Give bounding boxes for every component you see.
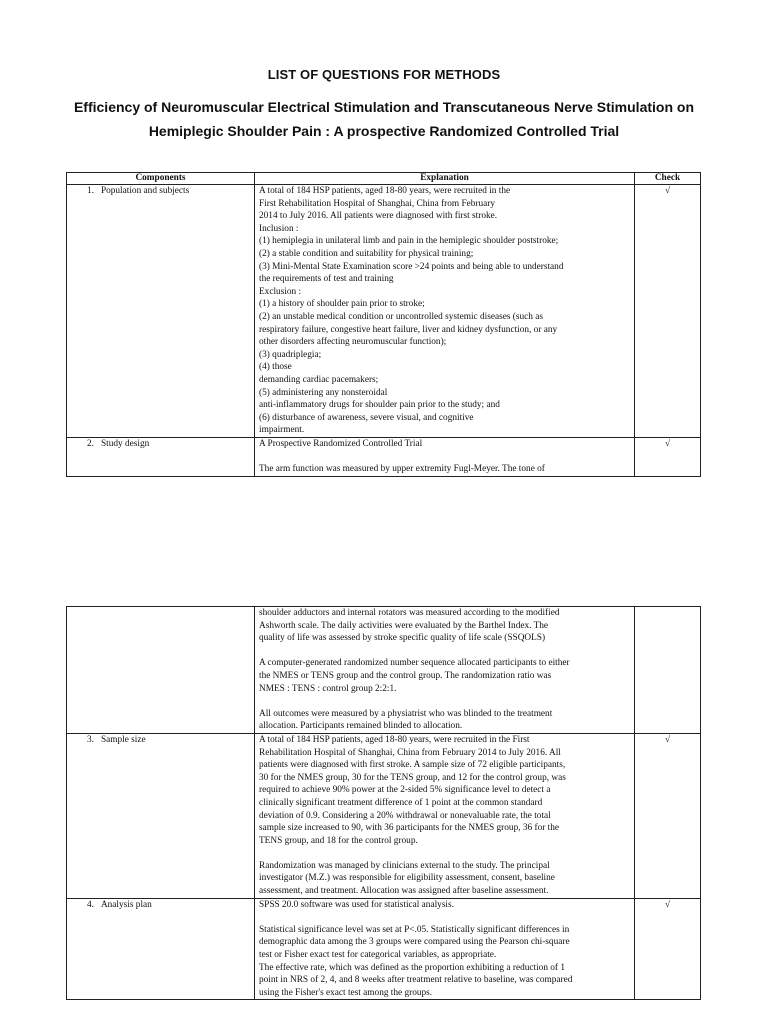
explanation-line: sample size increased to 90, with 36 participants for the NMES group, 36 for the	[259, 823, 560, 834]
explanation-line: patients were diagnosed with first stroke. A sample size of 72 eligible participants,	[259, 760, 566, 771]
explanation-line: clinically significant treatment difference of 1 point at the common standard	[259, 797, 543, 808]
paragraph-gap	[259, 847, 630, 860]
explanation-line: test or Fisher exact test for categorical variables, as appropriate.	[259, 950, 497, 961]
table-row	[67, 185, 701, 438]
explanation-line: shoulder adductors and internal rotators was measured according to the modified	[259, 608, 560, 618]
header-components: Components	[67, 173, 255, 185]
component-cell: 2. Study design	[67, 437, 255, 476]
header-check: Check	[635, 173, 701, 185]
study-title-line-2: Hemiplegic Shoulder Pain : A prospective Randomized Controlled Trial	[148, 123, 620, 139]
explanation-line: deviation of 0.9. Considering a 20% withdrawal or nonevaluable rate, the total	[259, 810, 551, 821]
page-title: LIST OF QUESTIONS FOR METHODS	[267, 67, 501, 82]
explanation-line: SPSS 20.0 software was used for statistical analysis.	[259, 899, 454, 910]
check-mark: √	[635, 185, 701, 438]
check-mark: √	[635, 733, 701, 898]
explanation-line: TENS group, and 18 for the control group.	[259, 835, 418, 846]
explanation-line: Inclusion :	[259, 223, 299, 234]
component-cell	[67, 607, 255, 734]
explanation-line: Randomization was managed by clinicians external to the study. The principal	[259, 860, 550, 871]
explanation-line: 30 for the NMES group, 30 for the TENS group, and 12 for the control group, was	[259, 772, 566, 783]
explanation-line: point in NRS of 2, 4, and 8 weeks after treatment relative to baseline, was compared	[259, 975, 573, 986]
explanation-cell	[255, 607, 635, 734]
explanation-cell	[255, 733, 635, 898]
component-cell: 1. Population and subjects	[67, 185, 255, 438]
check-mark: √	[635, 898, 701, 1000]
explanation-cell	[255, 437, 635, 476]
table-header-row	[67, 173, 701, 185]
methods-table-page-2	[66, 606, 701, 1000]
study-title-line-1: Efficiency of Neuromuscular Electrical Stimulation and Transcutaneous Nerve Stimulation on	[73, 99, 695, 115]
explanation-line: The effective rate, which was defined as the proportion exhibiting a reduction of 1	[259, 962, 566, 973]
explanation-line: Rehabilitation Hospital of Shanghai, China from February 2014 to July 2016. All	[259, 747, 561, 758]
explanation-line: respiratory failure, congestive heart failure, liver and kidney dysfunction, or any	[259, 324, 558, 335]
explanation-line: using the Fisher's exact test among the groups.	[259, 987, 433, 998]
header-explanation: Explanation	[255, 173, 635, 185]
explanation-line: impairment.	[259, 425, 305, 436]
table-row	[67, 733, 701, 898]
explanation-line: quality of life was assessed by stroke specific quality of life scale (SSQOLS)	[259, 633, 546, 644]
component-cell: 4. Analysis plan	[67, 898, 255, 1000]
explanation-line: required to achieve 90% power at the 2-sided 5% significance level to detect a	[259, 785, 551, 796]
explanation-line: A total of 184 HSP patients, aged 18-80 years, were recruited in the	[259, 186, 511, 196]
explanation-line: allocation. Participants remained blinded to allocation.	[259, 721, 463, 732]
paragraph-gap	[259, 645, 630, 658]
explanation-line: the NMES or TENS group and the control group. The randomization ratio was	[259, 670, 552, 681]
explanation-line: anti-inflammatory drugs for shoulder pain prior to the study; and	[259, 400, 500, 411]
explanation-line: NMES : TENS : control group 2:2:1.	[259, 683, 397, 694]
explanation-line: Ashworth scale. The daily activities were evaluated by the Barthel Index. The	[259, 620, 549, 631]
component-cell: 3. Sample size	[67, 733, 255, 898]
explanation-line: (2) an unstable medical condition or uncontrolled systemic diseases (such as	[259, 311, 543, 322]
explanation-line: other disorders affecting neuromuscular function);	[259, 337, 447, 348]
explanation-line: A computer-generated randomized number sequence allocated participants to either	[259, 658, 570, 669]
explanation-line: (5) administering any nonsteroidal	[259, 387, 388, 398]
explanation-line: 2014 to July 2016. All patients were diagnosed with first stroke.	[259, 211, 498, 222]
paragraph-gap	[259, 695, 630, 708]
table-row	[67, 607, 701, 734]
explanation-cell	[255, 898, 635, 1000]
explanation-line: (4) those	[259, 362, 292, 373]
table-row	[67, 898, 701, 1000]
explanation-line: Exclusion :	[259, 286, 302, 297]
paragraph-gap	[259, 911, 630, 924]
explanation-line: Statistical significance level was set at P<.05. Statistically significant differences in	[259, 924, 570, 935]
explanation-line: A Prospective Randomized Controlled Trial	[259, 438, 423, 449]
check-mark	[635, 607, 701, 734]
explanation-line: (3) Mini-Mental State Examination score >24 points and being able to understand	[259, 261, 564, 272]
explanation-line: (3) quadriplegia;	[259, 349, 322, 360]
explanation-line: All outcomes were measured by a physiatrist who was blinded to the treatment	[259, 708, 553, 719]
explanation-line: A total of 184 HSP patients, aged 18-80 years, were recruited in the First	[259, 734, 530, 745]
table-row	[67, 437, 701, 476]
explanation-line: assessment, and treatment. Allocation was assigned after baseline assessment.	[259, 886, 549, 897]
explanation-line: investigator (M.Z.) was responsible for eligibility assessment, consent, baseline	[259, 873, 555, 884]
explanation-line: demographic data among the 3 groups were compared using the Pearson chi-square	[259, 937, 570, 948]
explanation-line: (1) a history of shoulder pain prior to stroke;	[259, 299, 425, 310]
explanation-line: First Rehabilitation Hospital of Shanghai, China from February	[259, 198, 496, 209]
explanation-line: (6) disturbance of awareness, severe visual, and cognitive	[259, 412, 474, 423]
explanation-line: (1) hemiplegia in unilateral limb and pain in the hemiplegic shoulder poststroke;	[259, 236, 559, 247]
check-mark: √	[635, 437, 701, 476]
methods-table-page-1	[66, 172, 701, 477]
explanation-line: The arm function was measured by upper extremity Fugl-Meyer. The tone of	[259, 464, 545, 475]
explanation-line: (2) a stable condition and suitability for physical training;	[259, 248, 474, 259]
explanation-line: demanding cardiac pacemakers;	[259, 374, 379, 385]
explanation-cell	[255, 185, 635, 438]
paragraph-gap	[259, 450, 630, 463]
explanation-line: the requirements of test and training	[259, 274, 394, 285]
